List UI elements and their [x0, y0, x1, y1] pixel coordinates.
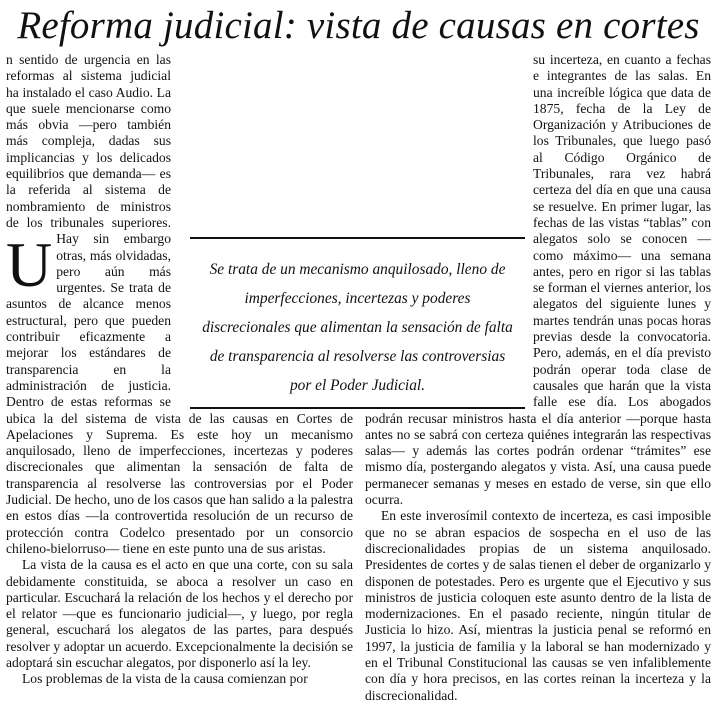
- drop-cap: U: [6, 229, 53, 300]
- paragraph: La vista de la causa es el acto en que una corte, con su sala debidamente constituida, se aboca a resolver un caso en particular. Escuchará la relación de los hechos y el derecho por el relator —que es funcionario judicial—, y luego, por regla general, escuchará los alegatos de las partes, para después resolver y adoptar un acuerdo. Excepcionalmente la decisión se adoptará sin escuchar alegatos, por disponerlo así la ley.: [6, 557, 353, 670]
- paragraph: En este inverosímil contexto de incerteza, es casi imposible que no se abran espacios de sospecha en el uso de las discrecionalidades propias de un sistema anquilosado. Presidentes de cortes y de salas tienen el deber de organizarlo y disponen de potestades. Pero es urgente que el Ejecutivo y sus ministros de justicia coloquen este asunto dentro de la lista de modernizaciones. En el pasado reciente, ningún titular de Justicia lo hizo. Así, mientras la justicia penal se reformó en 1997, la justicia de familia y la laboral se han modernizado y en el Tribunal Constitucional las causas se ven infaliblemente con día y hora precisos, en las cortes reinan la incerteza y la discrecionalidad.: [365, 508, 711, 703]
- paragraph: su incerteza, en cuanto a fechas e integrantes de las salas. En una increíble lógica que data de 1875, fecha de la Ley de Organización y Atribuciones de los Tribunales, que luego pasó al Código Orgánico de Tribunales, rara vez habrá certeza del día en que una causa se resuelve. En primer lugar, las fechas de las vistas “tablas” con alegatos solo se conocen —como máximo— una semana antes, pero en rigor si las tablas se forman el viernes anterior, los alegatos del siguiente lunes y martes tendrán unas pocas horas previas desde la convocatoria. Pero, además, en el día previsto podrán operar toda clase de causales que harán que la vista falle ese día. Los abogados podrán recusar ministros hasta el día anterior —porque hasta antes no se sabrá con certeza quiénes integrarán las respectivas salas— y además las cortes podrán ordenar “trámites” ese mismo día, postergando alegatos y vista. Así, una causa puede permanecer semanas y meses en estado de verse, sin que ello ocurra.: [365, 52, 711, 508]
- pull-quote: [190, 237, 525, 409]
- paragraph: Los problemas de la vista de la causa comienzan por: [22, 671, 308, 687]
- headline: Reforma judicial: vista de causas en cortes: [17, 4, 700, 47]
- paragraph: n sentido de urgencia en las reformas al sistema judicial ha instalado el caso Audio. La que suele mencionarse como más obvia —pero también más compleja, dadas sus implicancias y los delicados equilibrios que demanda— es la referida al sistema de nombramiento de ministros de los tribunales superiores. Hay sin embargo otras, más olvidadas, pero aún más urgentes. Se trata de asuntos de alcance menos estructural, pero que pueden contribuir eficazmente a mejorar los estándares de transparencia en la administración de justicia. Dentro de estas reformas se ubica la del sistema de vista de las causas en Cortes de Apelaciones y Suprema. Es este hoy un mecanismo anquilosado, lleno de imperfecciones, incertezas y poderes discrecionales que alimentan la sensación de falta de transparencia al resolverse las controversias por el Poder Judicial. De hecho, uno de los casos que han salido a la palestra en estos días —la controvertida resolución de un recurso de protección contra Codelco presentado por un consorcio chileno-bielorruso— tiene en este punto una de sus aristas.: [6, 52, 353, 556]
- pull-quote-text: Se trata de un mecanismo anquilosado, lleno de imperfecciones, incertezas y poderes discrecionales que alimentan la sensación de falta de transparencia al resolverse las controversias por el Poder Judicial.: [202, 261, 513, 394]
- spacer: [171, 52, 353, 237]
- spacer: [365, 52, 533, 237]
